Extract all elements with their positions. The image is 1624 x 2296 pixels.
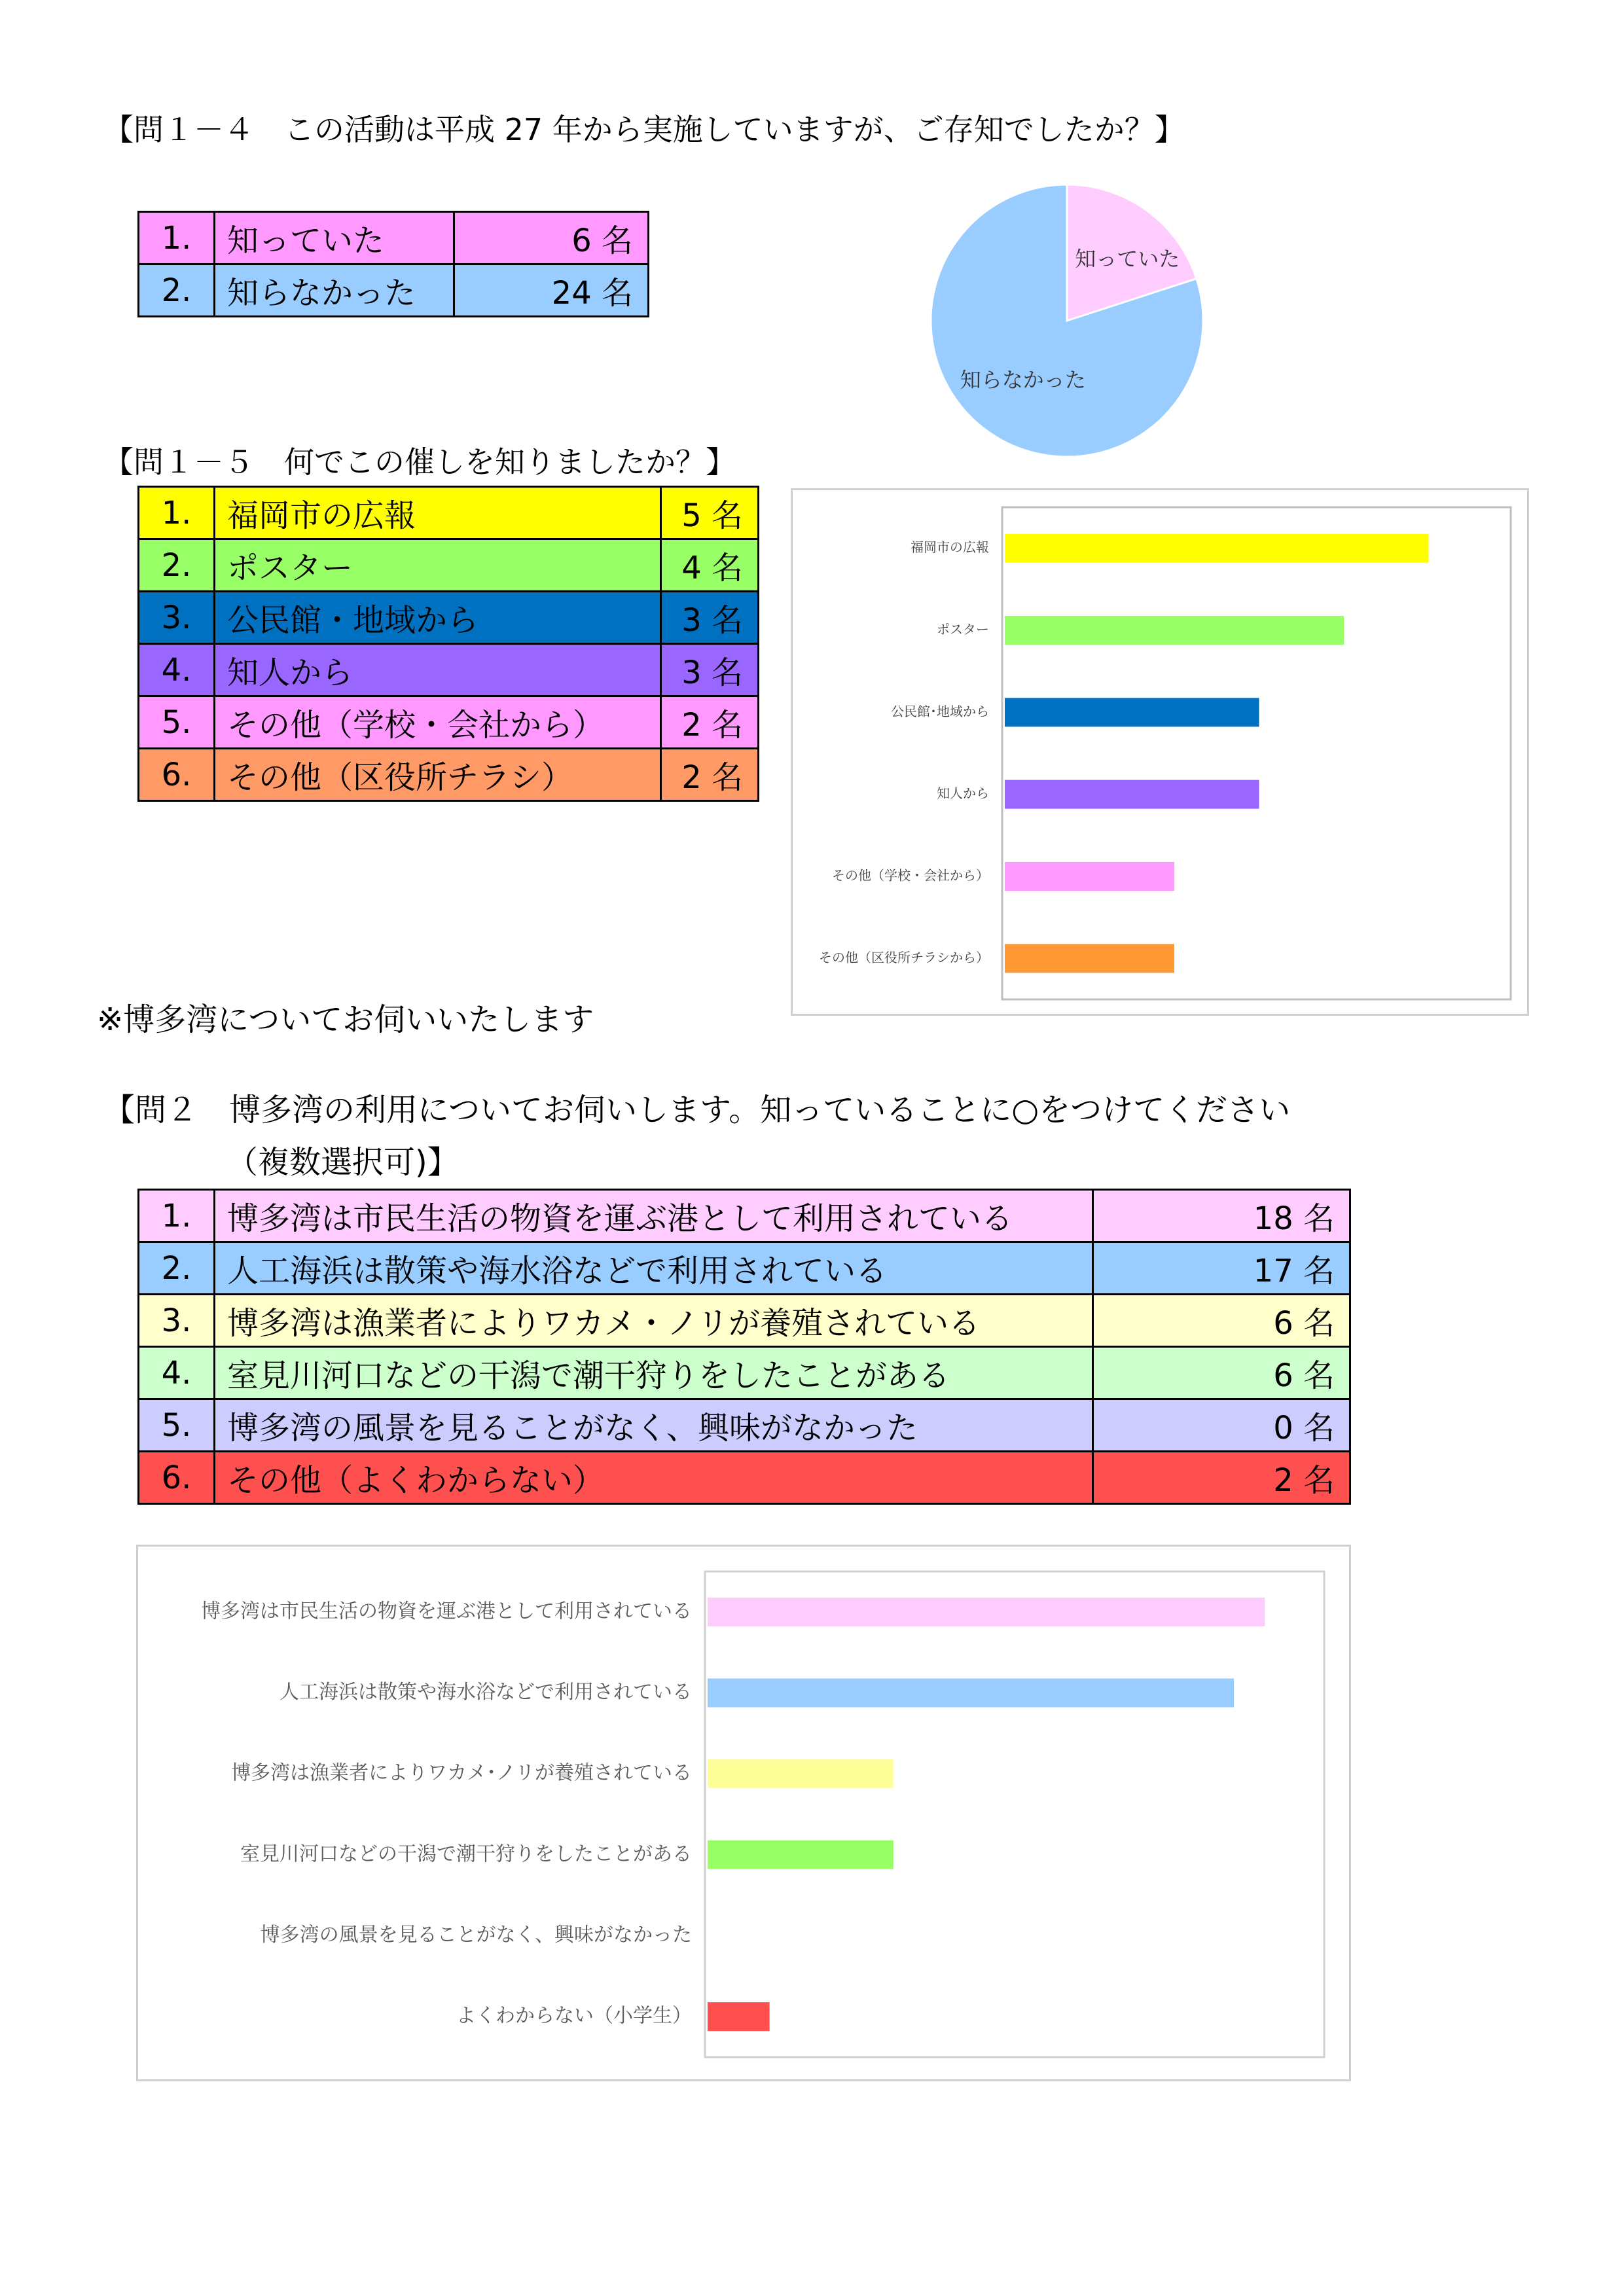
row-count: 2 名 [661, 749, 759, 801]
q15-bar-chart [793, 490, 1527, 1014]
bar [708, 2002, 770, 2031]
section-note: ※博多湾についてお伺いいたします [97, 1001, 594, 1038]
row-count: 5 名 [661, 487, 759, 539]
table-row [139, 1190, 1350, 1242]
row-count: 4 名 [661, 539, 759, 592]
row-count: 6 名 [1093, 1295, 1350, 1347]
q2-bar-chart-frame [136, 1545, 1351, 2081]
row-label: ポスター [215, 539, 661, 592]
row-label: 知人から [215, 644, 661, 696]
table-row [139, 1399, 1350, 1452]
q15-table [137, 486, 759, 802]
row-count: 3 名 [661, 592, 759, 644]
row-number: 2. [139, 1242, 215, 1295]
category-label: 公民館･地域から [891, 703, 989, 719]
bar [708, 1759, 893, 1788]
table-row [139, 1347, 1350, 1399]
q14-heading: 【問１－４ この活動は平成 27 年から実施していますが、ご存知でしたか？】 [103, 112, 1185, 147]
row-count: 0 名 [1093, 1399, 1350, 1452]
table-row [139, 1452, 1350, 1504]
category-label: 室見川河口などの干潟で潮干狩りをしたことがある [240, 1842, 692, 1866]
row-number: 6. [139, 749, 215, 801]
row-count: 3 名 [661, 644, 759, 696]
category-label: 知人から [937, 785, 989, 802]
row-number: 4. [139, 644, 215, 696]
plot-area [705, 1571, 1324, 2057]
category-label: 博多湾は漁業者によりワカメ･ノリが養殖されている [231, 1761, 692, 1785]
row-number: 4. [139, 1347, 215, 1399]
row-label: 博多湾の風景を見ることがなく、興味がなかった [215, 1399, 1093, 1452]
row-number: 6. [139, 1452, 215, 1504]
bar [1005, 780, 1259, 809]
bar [1005, 944, 1174, 973]
row-number: 1. [139, 1190, 215, 1242]
row-label: その他（学校・会社から） [215, 696, 661, 749]
row-number: 1. [139, 212, 215, 264]
category-label: 福岡市の広報 [911, 539, 989, 556]
row-count: 18 名 [1093, 1190, 1350, 1242]
table-row [139, 1242, 1350, 1295]
row-count: 6 名 [454, 212, 649, 264]
category-label: その他（学校・会社から） [832, 867, 989, 884]
category-label: 人工海浜は散策や海水浴などで利用されている [280, 1681, 692, 1704]
row-count: 2 名 [1093, 1452, 1350, 1504]
pie-slice-label: 知らなかった [960, 367, 1086, 393]
q2-bar-chart [138, 1547, 1349, 2079]
bar [708, 1840, 893, 1869]
table-row [139, 696, 759, 749]
table-row [139, 539, 759, 592]
row-count: 6 名 [1093, 1347, 1350, 1399]
bar [708, 1679, 1234, 1708]
q2-table [137, 1189, 1351, 1505]
bar [1005, 616, 1344, 645]
row-label: その他（よくわからない） [215, 1452, 1093, 1504]
row-label: 人工海浜は散策や海水浴などで利用されている [215, 1242, 1093, 1295]
table-row [139, 1295, 1350, 1347]
q14-pie-chart [923, 177, 1211, 465]
row-label: 公民館・地域から [215, 592, 661, 644]
category-label: よくわからない（小学生） [456, 2004, 692, 2028]
table-row [139, 264, 649, 317]
category-label: ポスター [937, 621, 989, 637]
q2-heading-line2: （複数選択可)】 [226, 1144, 459, 1181]
plot-area [1002, 507, 1511, 999]
row-label: 室見川河口などの干潟で潮干狩りをしたことがある [215, 1347, 1093, 1399]
q14-table [137, 211, 649, 317]
row-label: 博多湾は漁業者によりワカメ・ノリが養殖されている [215, 1295, 1093, 1347]
row-label: 福岡市の広報 [215, 487, 661, 539]
table-row [139, 749, 759, 801]
table-row [139, 212, 649, 264]
row-count: 2 名 [661, 696, 759, 749]
table-row [139, 644, 759, 696]
row-label: 知らなかった [215, 264, 454, 317]
row-number: 2. [139, 264, 215, 317]
row-number: 5. [139, 696, 215, 749]
row-number: 5. [139, 1399, 215, 1452]
q2-heading-line1: 【問２ 博多湾の利用についてお伺いします。知っていることに○をつけてください [103, 1092, 1291, 1128]
pie-slice-label: 知っていた [1075, 246, 1180, 272]
row-count: 17 名 [1093, 1242, 1350, 1295]
category-label: その他（区役所チラシから） [819, 949, 989, 965]
row-label: 知っていた [215, 212, 454, 264]
table-row [139, 487, 759, 539]
row-label: その他（区役所チラシ） [215, 749, 661, 801]
bar [708, 1598, 1265, 1626]
bar [1005, 698, 1259, 726]
row-number: 2. [139, 539, 215, 592]
bar [1005, 534, 1429, 563]
q15-heading: 【問１－５ 何でこの催しを知りましたか？】 [103, 444, 736, 480]
category-label: 博多湾の風景を見ることがなく、興味がなかった [260, 1924, 692, 1946]
category-label: 博多湾は市民生活の物資を運ぶ港として利用されている [201, 1600, 692, 1623]
row-number: 1. [139, 487, 215, 539]
row-number: 3. [139, 1295, 215, 1347]
row-label: 博多湾は市民生活の物資を運ぶ港として利用されている [215, 1190, 1093, 1242]
table-row [139, 592, 759, 644]
q15-bar-chart-frame [791, 488, 1529, 1016]
row-count: 24 名 [454, 264, 649, 317]
row-number: 3. [139, 592, 215, 644]
bar [1005, 862, 1174, 891]
